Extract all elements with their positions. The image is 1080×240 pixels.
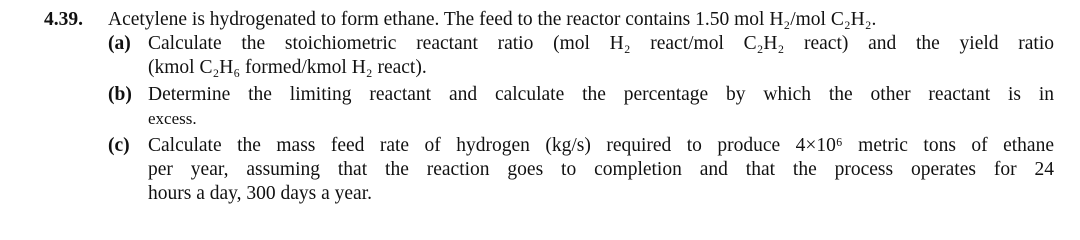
part-b-line-1: Determine the limiting reactant and calculate the percentage by which the other reactant is in xyxy=(148,84,1054,105)
problem-4-39 xyxy=(44,8,1054,206)
part-b xyxy=(44,83,1054,131)
part-b-line-2: excess. xyxy=(148,109,197,128)
part-c-line-3: hours a day, 300 days a year. xyxy=(148,183,373,204)
part-c-line-2: per year, assuming that the reaction goes to completion and that the process operates for 24 xyxy=(148,159,1054,180)
part-a xyxy=(44,32,1054,80)
problem-intro-line xyxy=(44,8,1054,32)
part-c-line-1: Calculate the mass feed rate of hydrogen (kg/s) required to produce 4×10⁶ metric tons of ethane xyxy=(148,135,1054,156)
problem-number: 4.39. xyxy=(44,9,83,30)
part-c xyxy=(44,134,1054,206)
part-c-label: (c) xyxy=(108,135,130,156)
part-a-line-2: (kmol C₂H₆ formed/kmol H₂ react). xyxy=(148,57,427,78)
problem-intro: Acetylene is hydrogenated to form ethane. The feed to the reactor contains 1.50 mol H₂/mol C₂H₂. xyxy=(108,9,877,30)
part-a-label: (a) xyxy=(108,33,131,54)
part-a-line-1: Calculate the stoichiometric reactant ratio (mol H₂ react/mol C₂H₂ react) and the yield ratio xyxy=(148,33,1054,54)
part-b-label: (b) xyxy=(108,84,132,105)
